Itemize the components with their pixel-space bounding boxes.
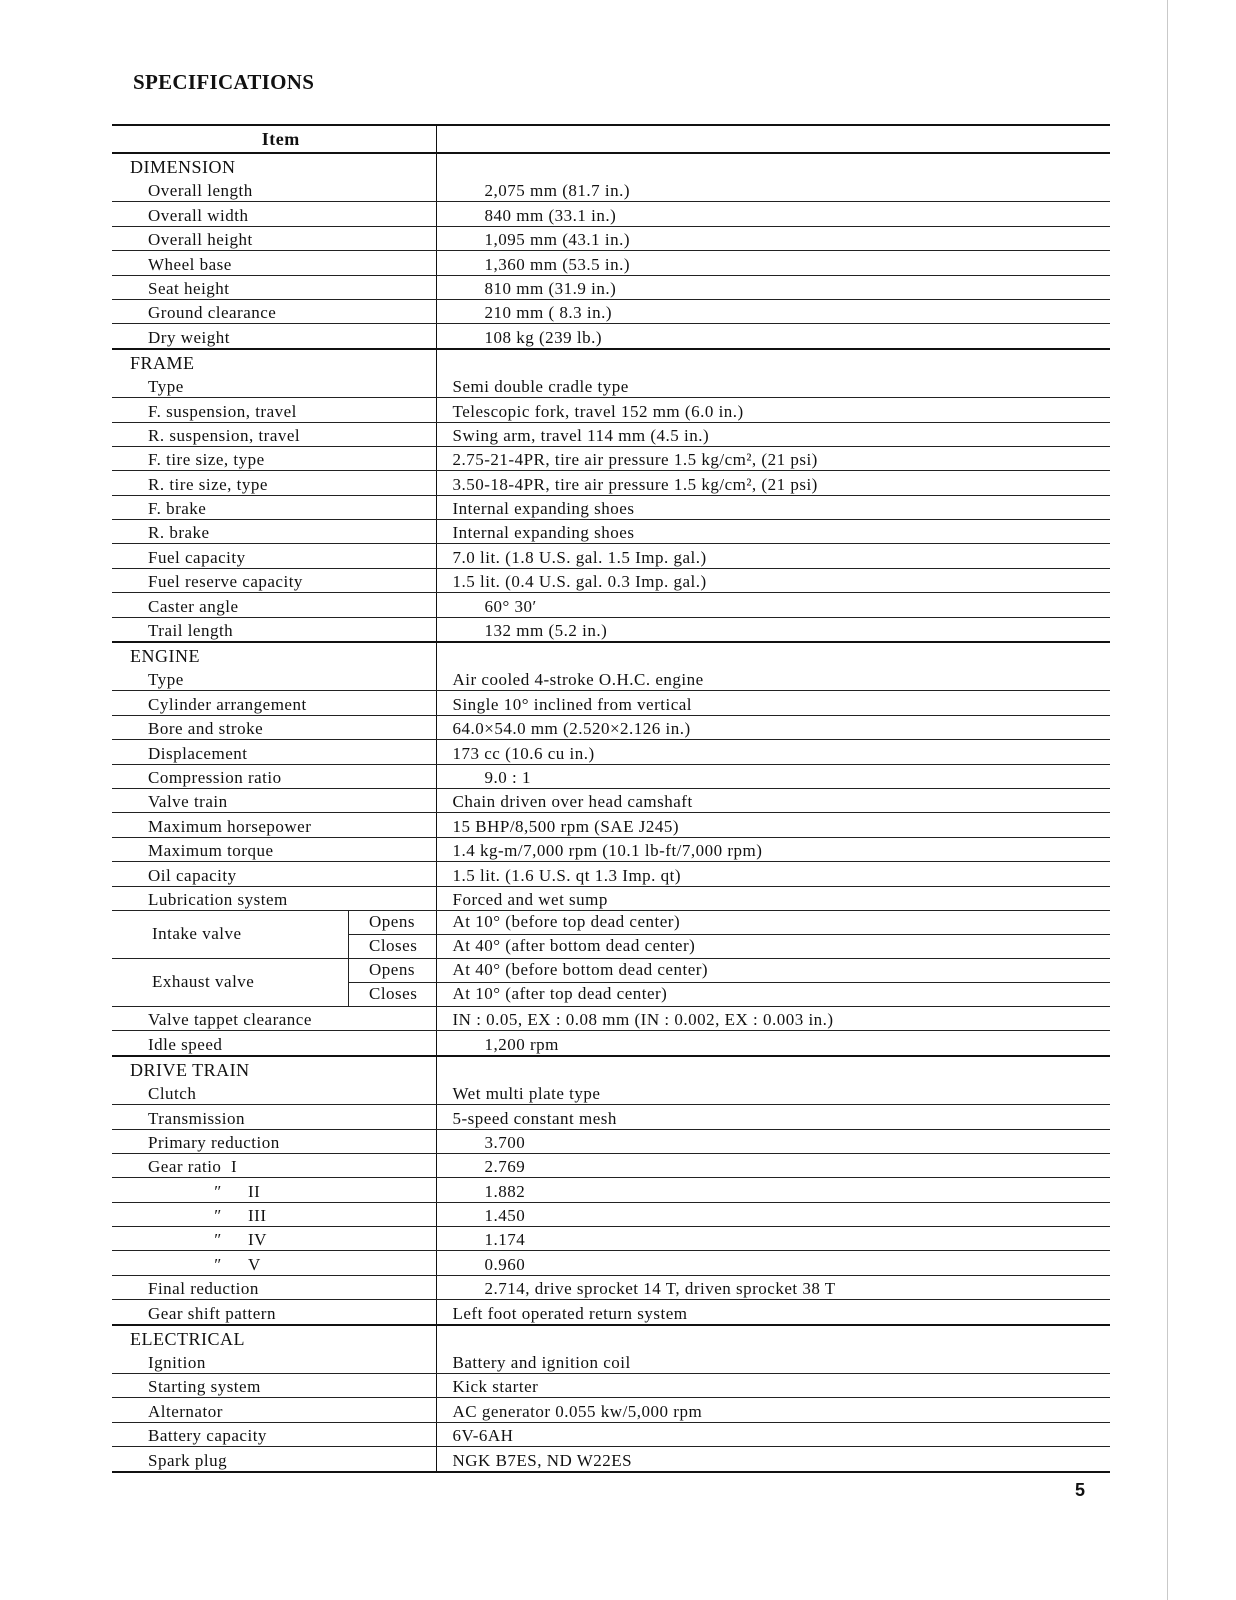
spec-item-label: F. suspension, travel bbox=[148, 401, 297, 421]
table-row bbox=[112, 275, 1110, 299]
table-row bbox=[112, 1447, 1110, 1472]
valve-values bbox=[436, 958, 1110, 1006]
spec-value bbox=[436, 764, 1110, 788]
spec-value bbox=[436, 275, 1110, 299]
spec-item bbox=[112, 1398, 436, 1422]
spec-item bbox=[112, 1275, 436, 1299]
spec-item-label: Transmission bbox=[148, 1108, 246, 1128]
table-row bbox=[112, 1081, 1110, 1105]
spec-item-label: Bore and stroke bbox=[148, 719, 264, 739]
valve-sub-labels bbox=[348, 911, 436, 958]
spec-value bbox=[436, 862, 1110, 886]
spec-item-label: Final reduction bbox=[148, 1279, 259, 1299]
section-heading: FRAME bbox=[130, 352, 195, 373]
gear-value-text: 1.174 bbox=[484, 1230, 526, 1250]
spec-item bbox=[112, 715, 436, 739]
spec-value-text: 2.75-21-4PR, tire air pressure 1.5 kg/cm², (21 psi) bbox=[452, 450, 818, 470]
spec-value bbox=[436, 837, 1110, 861]
spec-item bbox=[112, 251, 436, 275]
spec-item bbox=[112, 226, 436, 250]
spec-value-text: Semi double cradle type bbox=[452, 377, 629, 397]
spec-table bbox=[112, 124, 1110, 1473]
spec-item bbox=[112, 788, 436, 812]
gear-ratio-row bbox=[112, 1153, 1110, 1177]
table-row bbox=[112, 520, 1110, 544]
spec-value bbox=[436, 568, 1110, 592]
gear-number: II bbox=[248, 1181, 261, 1201]
spec-item-label: Fuel reserve capacity bbox=[148, 572, 303, 592]
spec-value bbox=[436, 788, 1110, 812]
gear-item bbox=[112, 1202, 436, 1226]
valve-inner bbox=[112, 911, 436, 958]
spec-value bbox=[436, 1031, 1110, 1056]
section-dimension bbox=[112, 153, 1110, 178]
spec-value-text: 1.5 lit. (0.4 U.S. gal. 0.3 Imp. gal.) bbox=[452, 572, 707, 592]
gear-value bbox=[436, 1153, 1110, 1177]
gear-value-text: 1.882 bbox=[484, 1181, 526, 1201]
spec-item-label: Lubrication system bbox=[148, 889, 288, 909]
spec-item-label: Maximum torque bbox=[148, 841, 274, 861]
table-row bbox=[112, 764, 1110, 788]
spec-value bbox=[436, 1081, 1110, 1105]
spec-item-label: R. brake bbox=[148, 523, 210, 543]
spec-value-text: 5-speed constant mesh bbox=[452, 1108, 617, 1128]
table-row bbox=[112, 813, 1110, 837]
gear-item bbox=[112, 1251, 436, 1275]
spec-item-label: Ground clearance bbox=[148, 303, 277, 323]
table-header bbox=[112, 125, 1110, 153]
gear-ratio-label bbox=[112, 1230, 436, 1250]
gear-value bbox=[436, 1251, 1110, 1275]
spec-item-label: Spark plug bbox=[148, 1450, 228, 1470]
spec-item bbox=[112, 862, 436, 886]
section-heading-blank bbox=[436, 1325, 1110, 1350]
spec-value-text: 840 mm (33.1 in.) bbox=[484, 205, 617, 225]
spec-value bbox=[436, 202, 1110, 226]
section-heading: ELECTRICAL bbox=[130, 1328, 245, 1349]
table-row bbox=[112, 446, 1110, 470]
spec-value-text: 9.0 : 1 bbox=[484, 767, 531, 787]
gear-item bbox=[112, 1227, 436, 1251]
spec-value-text: 1,360 mm (53.5 in.) bbox=[484, 254, 630, 274]
closes-value: At 40° (after bottom dead center) bbox=[437, 934, 1111, 958]
spec-item bbox=[112, 667, 436, 691]
spec-value-text: 15 BHP/8,500 rpm (SAE J245) bbox=[452, 816, 679, 836]
table-row bbox=[112, 1350, 1110, 1374]
gear-number: III bbox=[248, 1206, 267, 1226]
spec-item-label: Seat height bbox=[148, 278, 230, 298]
ditto-mark: ″ bbox=[214, 1206, 222, 1226]
spec-value-text: 3.50-18-4PR, tire air pressure 1.5 kg/cm², (21 psi) bbox=[452, 474, 818, 494]
table-row bbox=[112, 667, 1110, 691]
spec-value-text: 3.700 bbox=[484, 1132, 526, 1152]
spec-item bbox=[112, 740, 436, 764]
spec-item-label: Clutch bbox=[148, 1084, 197, 1104]
spec-value-text: Forced and wet sump bbox=[452, 889, 608, 909]
gear-ratio-row bbox=[112, 1251, 1110, 1275]
table-row bbox=[112, 740, 1110, 764]
spec-value-text: Left foot operated return system bbox=[452, 1303, 688, 1323]
spec-value bbox=[436, 886, 1110, 910]
opens-value: At 10° (before top dead center) bbox=[452, 911, 681, 931]
table-row bbox=[112, 1422, 1110, 1446]
table-row bbox=[112, 886, 1110, 910]
table-row bbox=[112, 544, 1110, 568]
closes-label: Closes bbox=[349, 982, 436, 1006]
spec-value bbox=[436, 544, 1110, 568]
spec-value bbox=[436, 1105, 1110, 1129]
section-heading-blank bbox=[436, 642, 1110, 667]
spec-value bbox=[436, 740, 1110, 764]
section-heading-blank bbox=[436, 1056, 1110, 1081]
section-heading-cell bbox=[112, 1056, 436, 1081]
spec-value bbox=[436, 715, 1110, 739]
spec-value bbox=[436, 471, 1110, 495]
spec-value bbox=[436, 593, 1110, 617]
table-row bbox=[112, 495, 1110, 519]
spec-item bbox=[112, 691, 436, 715]
spec-item bbox=[112, 275, 436, 299]
table-row bbox=[112, 691, 1110, 715]
gear-ratio-text: Gear ratio bbox=[148, 1157, 222, 1177]
spec-value bbox=[436, 520, 1110, 544]
spec-value bbox=[436, 1006, 1110, 1030]
spec-item-label: Valve tappet clearance bbox=[148, 1010, 312, 1030]
spec-item bbox=[112, 593, 436, 617]
valve-timing-row bbox=[112, 910, 1110, 958]
valve-name: Intake valve bbox=[152, 924, 242, 944]
page-edge bbox=[1167, 0, 1168, 1600]
gear-number: I bbox=[230, 1157, 238, 1177]
table-row bbox=[112, 324, 1110, 349]
spec-value-text: Battery and ignition coil bbox=[452, 1353, 631, 1373]
spec-item-label: Dry weight bbox=[148, 327, 230, 347]
page-title: SPECIFICATIONS bbox=[133, 70, 315, 94]
table-row bbox=[112, 1006, 1110, 1030]
spec-item bbox=[112, 398, 436, 422]
spec-item bbox=[112, 1031, 436, 1056]
spec-item-label: Type bbox=[148, 670, 184, 690]
spec-item-label: Trail length bbox=[148, 621, 234, 641]
table-row bbox=[112, 862, 1110, 886]
spec-value bbox=[436, 1129, 1110, 1153]
spec-value bbox=[436, 1447, 1110, 1472]
spec-item-label: Overall length bbox=[148, 181, 253, 201]
spec-value-text: Wet multi plate type bbox=[452, 1084, 601, 1104]
spec-item-label: R. suspension, travel bbox=[148, 425, 301, 445]
spec-value-text: 2,075 mm (81.7 in.) bbox=[484, 181, 630, 201]
table-row bbox=[112, 1300, 1110, 1325]
gear-ratio-row bbox=[112, 1202, 1110, 1226]
section-heading-cell bbox=[112, 153, 436, 178]
valve-inner bbox=[112, 959, 436, 1006]
page-number: 5 bbox=[1075, 1480, 1086, 1500]
spec-value bbox=[436, 1275, 1110, 1299]
table-row bbox=[112, 788, 1110, 812]
table-row bbox=[112, 1129, 1110, 1153]
spec-item bbox=[112, 1105, 436, 1129]
spec-item bbox=[112, 520, 436, 544]
table-row bbox=[112, 471, 1110, 495]
spec-value bbox=[436, 691, 1110, 715]
spec-item-label: Maximum horsepower bbox=[148, 816, 312, 836]
table-row bbox=[112, 1105, 1110, 1129]
spec-item bbox=[112, 1300, 436, 1325]
spec-value bbox=[436, 251, 1110, 275]
section-heading-cell bbox=[112, 642, 436, 667]
spec-value-text: 1,200 rpm bbox=[484, 1034, 559, 1054]
table-row bbox=[112, 374, 1110, 398]
table-row bbox=[112, 593, 1110, 617]
spec-item bbox=[112, 1422, 436, 1446]
spec-value-text: Swing arm, travel 114 mm (4.5 in.) bbox=[452, 425, 710, 445]
spec-item bbox=[112, 1350, 436, 1374]
gear-ratio-row bbox=[112, 1178, 1110, 1202]
gear-number: IV bbox=[248, 1230, 267, 1250]
spec-value-text: 60° 30′ bbox=[484, 596, 537, 616]
section-engine bbox=[112, 642, 1110, 667]
spec-value-text: Single 10° inclined from vertical bbox=[452, 694, 693, 714]
spec-item bbox=[112, 1129, 436, 1153]
spec-item-label: Gear shift pattern bbox=[148, 1303, 276, 1323]
gear-value bbox=[436, 1202, 1110, 1226]
spec-item-label: R. tire size, type bbox=[148, 474, 268, 494]
table-row bbox=[112, 422, 1110, 446]
spec-value-text: Kick starter bbox=[452, 1377, 539, 1397]
section-heading-cell bbox=[112, 349, 436, 374]
gear-value bbox=[436, 1178, 1110, 1202]
spec-value-text: 64.0×54.0 mm (2.520×2.126 in.) bbox=[452, 719, 691, 739]
spec-value-text: NGK B7ES, ND W22ES bbox=[452, 1450, 633, 1470]
spec-value bbox=[436, 1374, 1110, 1398]
gear-ratio-row bbox=[112, 1227, 1110, 1251]
spec-item-label: Overall width bbox=[148, 205, 249, 225]
spec-item-label: Primary reduction bbox=[148, 1132, 280, 1152]
valve-values bbox=[436, 910, 1110, 958]
spec-item-label: Type bbox=[148, 377, 184, 397]
spec-value-text: Telescopic fork, travel 152 mm (6.0 in.) bbox=[452, 401, 744, 421]
spec-item bbox=[112, 617, 436, 642]
section-electrical bbox=[112, 1325, 1110, 1350]
table-row bbox=[112, 1031, 1110, 1056]
spec-value-text: 132 mm (5.2 in.) bbox=[484, 621, 608, 641]
spec-item bbox=[112, 324, 436, 349]
table-row bbox=[112, 1275, 1110, 1299]
table-row bbox=[112, 226, 1110, 250]
spec-item bbox=[112, 886, 436, 910]
spec-value bbox=[436, 617, 1110, 642]
opens-label: Opens bbox=[369, 959, 415, 979]
section-heading: DIMENSION bbox=[130, 157, 236, 177]
spec-value-text: 1,095 mm (43.1 in.) bbox=[484, 230, 630, 250]
value-header bbox=[436, 125, 1110, 153]
spec-value bbox=[436, 1300, 1110, 1325]
spec-item bbox=[112, 568, 436, 592]
spec-item-label: Valve train bbox=[148, 792, 228, 812]
spec-value bbox=[436, 446, 1110, 470]
spec-value-text: Air cooled 4-stroke O.H.C. engine bbox=[452, 670, 704, 690]
spec-item bbox=[112, 1374, 436, 1398]
spec-item bbox=[112, 374, 436, 398]
spec-item-label: Starting system bbox=[148, 1377, 261, 1397]
item-header: Item bbox=[112, 125, 436, 153]
table-row bbox=[112, 178, 1110, 202]
spec-value bbox=[436, 1350, 1110, 1374]
spec-item bbox=[112, 1081, 436, 1105]
gear-item bbox=[112, 1178, 436, 1202]
spec-item-label: F. tire size, type bbox=[148, 450, 265, 470]
spec-item-label: Compression ratio bbox=[148, 767, 282, 787]
spec-value bbox=[436, 667, 1110, 691]
spec-value bbox=[436, 374, 1110, 398]
table-row bbox=[112, 251, 1110, 275]
spec-item bbox=[112, 422, 436, 446]
spec-value-text: 6V-6AH bbox=[452, 1426, 514, 1446]
spec-value bbox=[436, 1422, 1110, 1446]
table-row bbox=[112, 715, 1110, 739]
table-row bbox=[112, 617, 1110, 642]
spec-item bbox=[112, 813, 436, 837]
spec-value bbox=[436, 324, 1110, 349]
spec-item bbox=[112, 471, 436, 495]
gear-ratio-label bbox=[112, 1182, 436, 1202]
spec-value-text: 7.0 lit. (1.8 U.S. gal. 1.5 Imp. gal.) bbox=[452, 547, 707, 567]
spec-item bbox=[112, 178, 436, 202]
spec-value bbox=[436, 398, 1110, 422]
spec-value-text: Internal expanding shoes bbox=[452, 523, 635, 543]
spec-value-text: Chain driven over head camshaft bbox=[452, 792, 693, 812]
spec-item-label: Overall height bbox=[148, 230, 253, 250]
section-heading: ENGINE bbox=[130, 646, 200, 667]
table-row bbox=[112, 299, 1110, 323]
spec-value-text: AC generator 0.055 kw/5,000 rpm bbox=[452, 1401, 703, 1421]
spec-item bbox=[112, 764, 436, 788]
spec-item bbox=[112, 837, 436, 861]
section-heading-blank bbox=[436, 349, 1110, 374]
spec-item bbox=[112, 1447, 436, 1472]
table-row bbox=[112, 568, 1110, 592]
spec-value bbox=[436, 178, 1110, 202]
spec-item-label: Caster angle bbox=[148, 596, 239, 616]
table-row bbox=[112, 1374, 1110, 1398]
section-heading-blank bbox=[436, 153, 1110, 178]
spec-item-label: Cylinder arrangement bbox=[148, 694, 307, 714]
gear-ratio-label bbox=[112, 1206, 436, 1226]
opens-value: At 40° (before bottom dead center) bbox=[452, 959, 709, 979]
ditto-mark: ″ bbox=[214, 1181, 222, 1201]
gear-value-text: 2.769 bbox=[484, 1157, 526, 1177]
gear-value-text: 1.450 bbox=[484, 1206, 526, 1226]
spec-value-text: 108 kg (239 lb.) bbox=[484, 327, 603, 347]
spec-item-label: Alternator bbox=[148, 1401, 223, 1421]
spec-item-label: Oil capacity bbox=[148, 865, 237, 885]
spec-item-label: Battery capacity bbox=[148, 1426, 267, 1446]
table-row bbox=[112, 1398, 1110, 1422]
spec-item-label: F. brake bbox=[148, 499, 207, 519]
spec-item bbox=[112, 544, 436, 568]
valve-item bbox=[112, 958, 436, 1006]
valve-sub-labels bbox=[348, 959, 436, 1006]
spec-item bbox=[112, 299, 436, 323]
spec-value bbox=[436, 299, 1110, 323]
valve-name: Exhaust valve bbox=[152, 972, 255, 992]
section-heading: DRIVE TRAIN bbox=[130, 1059, 250, 1080]
valve-timing-row bbox=[112, 958, 1110, 1006]
section-frame bbox=[112, 349, 1110, 374]
table-body bbox=[112, 153, 1110, 1472]
spec-value bbox=[436, 813, 1110, 837]
spec-item bbox=[112, 446, 436, 470]
gear-value-text: 0.960 bbox=[484, 1254, 526, 1274]
ditto-mark: ″ bbox=[214, 1254, 222, 1274]
gear-value bbox=[436, 1227, 1110, 1251]
opens-label: Opens bbox=[369, 911, 415, 931]
spec-value-text: 2.714, drive sprocket 14 T, driven sprocket 38 T bbox=[484, 1279, 836, 1299]
spec-value-text: Internal expanding shoes bbox=[452, 499, 635, 519]
gear-ratio-label bbox=[112, 1255, 436, 1275]
spec-item-label: Wheel base bbox=[148, 254, 232, 274]
spec-value bbox=[436, 226, 1110, 250]
spec-value-text: IN : 0.05, EX : 0.08 mm (IN : 0.002, EX : 0.003 in.) bbox=[452, 1010, 834, 1030]
section-heading-cell bbox=[112, 1325, 436, 1350]
gear-ratio-label bbox=[112, 1157, 436, 1177]
spec-item-label: Ignition bbox=[148, 1353, 206, 1373]
spec-item-label: Fuel capacity bbox=[148, 547, 246, 567]
valve-item bbox=[112, 910, 436, 958]
spec-item-label: Displacement bbox=[148, 743, 248, 763]
gear-item bbox=[112, 1153, 436, 1177]
spec-value-text: 1.5 lit. (1.6 U.S. qt 1.3 Imp. qt) bbox=[452, 865, 682, 885]
spec-value-text: 1.4 kg-m/7,000 rpm (10.1 lb-ft/7,000 rpm) bbox=[452, 841, 763, 861]
spec-value-text: 210 mm ( 8.3 in.) bbox=[484, 303, 612, 323]
table-row bbox=[112, 398, 1110, 422]
closes-value: At 10° (after top dead center) bbox=[437, 982, 1111, 1006]
closes-label: Closes bbox=[349, 934, 436, 958]
spec-value bbox=[436, 495, 1110, 519]
spec-value bbox=[436, 1398, 1110, 1422]
section-drive-train bbox=[112, 1056, 1110, 1081]
spec-value bbox=[436, 422, 1110, 446]
spec-value-text: 810 mm (31.9 in.) bbox=[484, 278, 617, 298]
ditto-mark: ″ bbox=[214, 1230, 222, 1250]
spec-item bbox=[112, 1006, 436, 1030]
table-row bbox=[112, 202, 1110, 226]
spec-value-text: 173 cc (10.6 cu in.) bbox=[452, 743, 595, 763]
spec-item bbox=[112, 495, 436, 519]
spec-item-label: Idle speed bbox=[148, 1034, 223, 1054]
table-row bbox=[112, 837, 1110, 861]
spec-item bbox=[112, 202, 436, 226]
gear-number: V bbox=[248, 1254, 261, 1274]
